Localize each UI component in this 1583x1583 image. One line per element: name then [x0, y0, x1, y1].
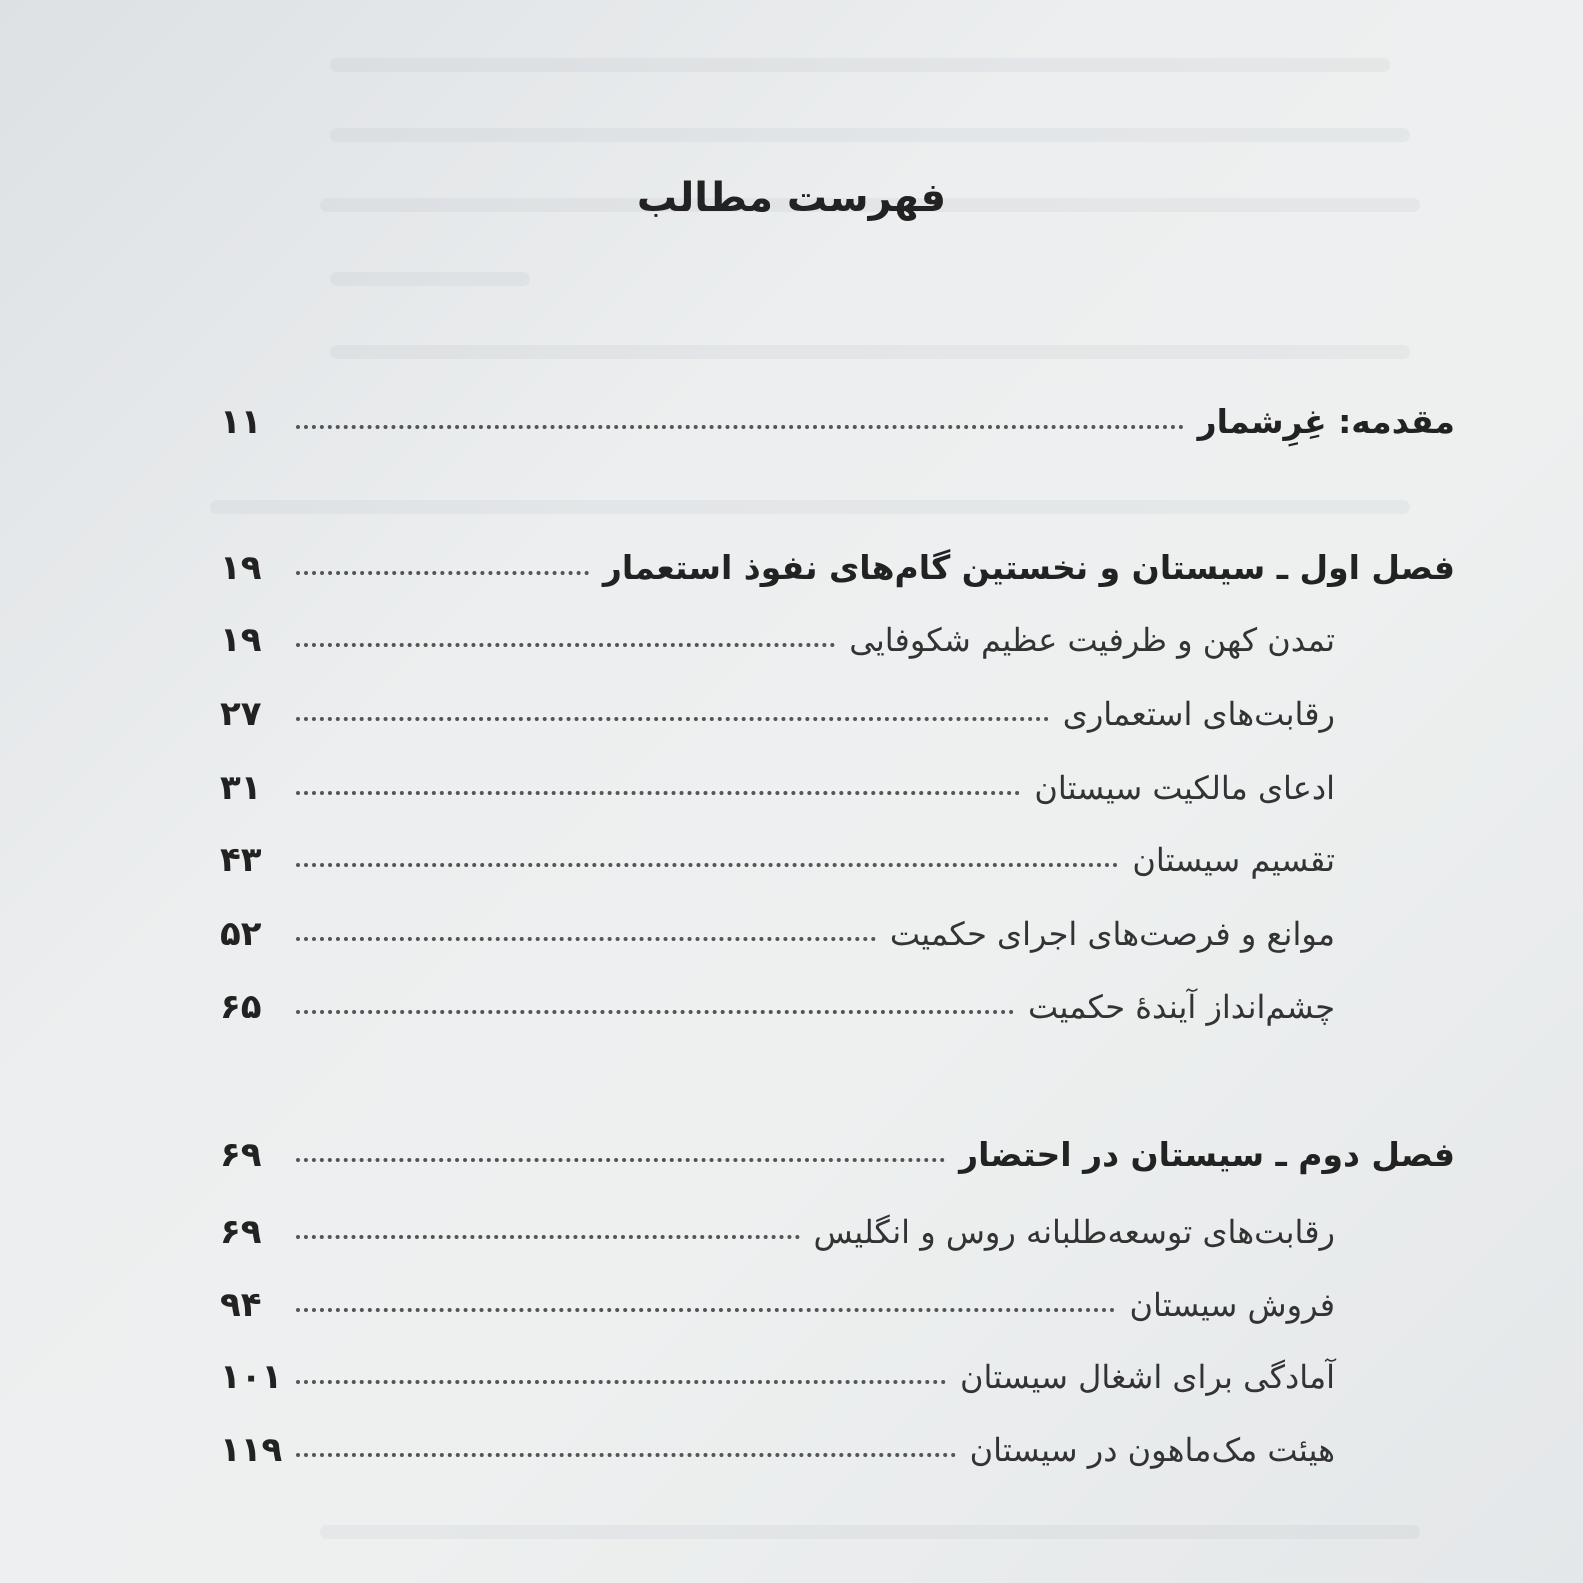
leader-dots: [296, 1235, 800, 1239]
toc-entry-page: ۱۹: [220, 620, 262, 660]
leader-dots: [296, 863, 1118, 867]
leader-dots: [296, 1158, 945, 1162]
toc-entry-label: ادعای مالکیت سیستان: [1034, 769, 1335, 807]
toc-entry-label: فصل دوم ـ سیستان در احتضار: [959, 1135, 1455, 1174]
leader-dots: [296, 425, 1184, 429]
toc-entry-page: ۳۱: [220, 768, 262, 808]
bleed-through-mark: [330, 345, 1410, 359]
toc-entry-page: ۱۱۹: [220, 1430, 283, 1470]
bleed-through-mark: [210, 500, 1410, 514]
toc-entry-page: ۲۷: [220, 694, 262, 734]
toc-title: فهرست مطالب: [636, 175, 947, 221]
leader-dots: [296, 1380, 946, 1384]
toc-entry-label: مقدمه: غِرِشمار: [1197, 402, 1455, 441]
toc-entry-section: [220, 768, 1335, 808]
leader-dots: [296, 1308, 1115, 1312]
toc-entry-section: [220, 1430, 1335, 1470]
toc-entry-label: هیئت مک‌ماهون در سیستان: [969, 1431, 1335, 1469]
toc-entry-chapter-1: [220, 548, 1455, 588]
toc-entry-page: ۱۱: [220, 402, 262, 442]
toc-entry-page: ۶۹: [220, 1135, 262, 1175]
leader-dots: [296, 571, 589, 575]
toc-entry-page: ۶۵: [220, 987, 262, 1027]
bleed-through-mark: [320, 1525, 1420, 1539]
toc-entry-label: فروش سیستان: [1129, 1286, 1335, 1324]
leader-dots: [296, 1453, 956, 1457]
toc-entry-section: [220, 1212, 1335, 1252]
toc-entry-section: [220, 840, 1335, 880]
toc-entry-section: [220, 987, 1335, 1027]
toc-entry-section: [220, 1357, 1335, 1397]
toc-entry-label: تقسیم سیستان: [1132, 841, 1335, 879]
bleed-through-mark: [330, 128, 1410, 142]
toc-entry-page: ۵۲: [220, 914, 262, 954]
toc-entry-section: [220, 914, 1335, 954]
toc-entry-label: چشم‌انداز آیندهٔ حکمیت: [1028, 988, 1335, 1026]
toc-entry-page: ۱۰۱: [220, 1357, 283, 1397]
toc-entry-chapter-2: [220, 1135, 1455, 1175]
toc-entry-page: ۴۳: [220, 840, 262, 880]
leader-dots: [296, 717, 1049, 721]
toc-entry-section: [220, 620, 1335, 660]
toc-entry-introduction: [220, 402, 1455, 442]
toc-entry-section: [220, 694, 1335, 734]
bleed-through-mark: [330, 272, 530, 286]
toc-entry-label: رقابت‌های استعماری: [1062, 695, 1335, 733]
toc-entry-label: موانع و فرصت‌های اجرای حکمیت: [889, 915, 1335, 953]
toc-entry-section: [220, 1285, 1335, 1325]
toc-entry-label: فصل اول ـ سیستان و نخستین گام‌های نفوذ استعمار: [602, 548, 1455, 587]
toc-entry-page: ۹۴: [220, 1285, 262, 1325]
toc-entry-page: ۱۹: [220, 548, 262, 588]
leader-dots: [296, 1010, 1014, 1014]
leader-dots: [296, 937, 876, 941]
leader-dots: [296, 643, 835, 647]
leader-dots: [296, 791, 1020, 795]
bleed-through-mark: [330, 58, 1390, 72]
toc-entry-page: ۶۹: [220, 1212, 262, 1252]
toc-entry-label: رقابت‌های توسعه‌طلبانه روس و انگلیس: [813, 1213, 1335, 1251]
toc-entry-label: تمدن کهن و ظرفیت عظیم شکوفایی: [849, 621, 1335, 659]
toc-entry-label: آمادگی برای اشغال سیستان: [959, 1358, 1335, 1396]
